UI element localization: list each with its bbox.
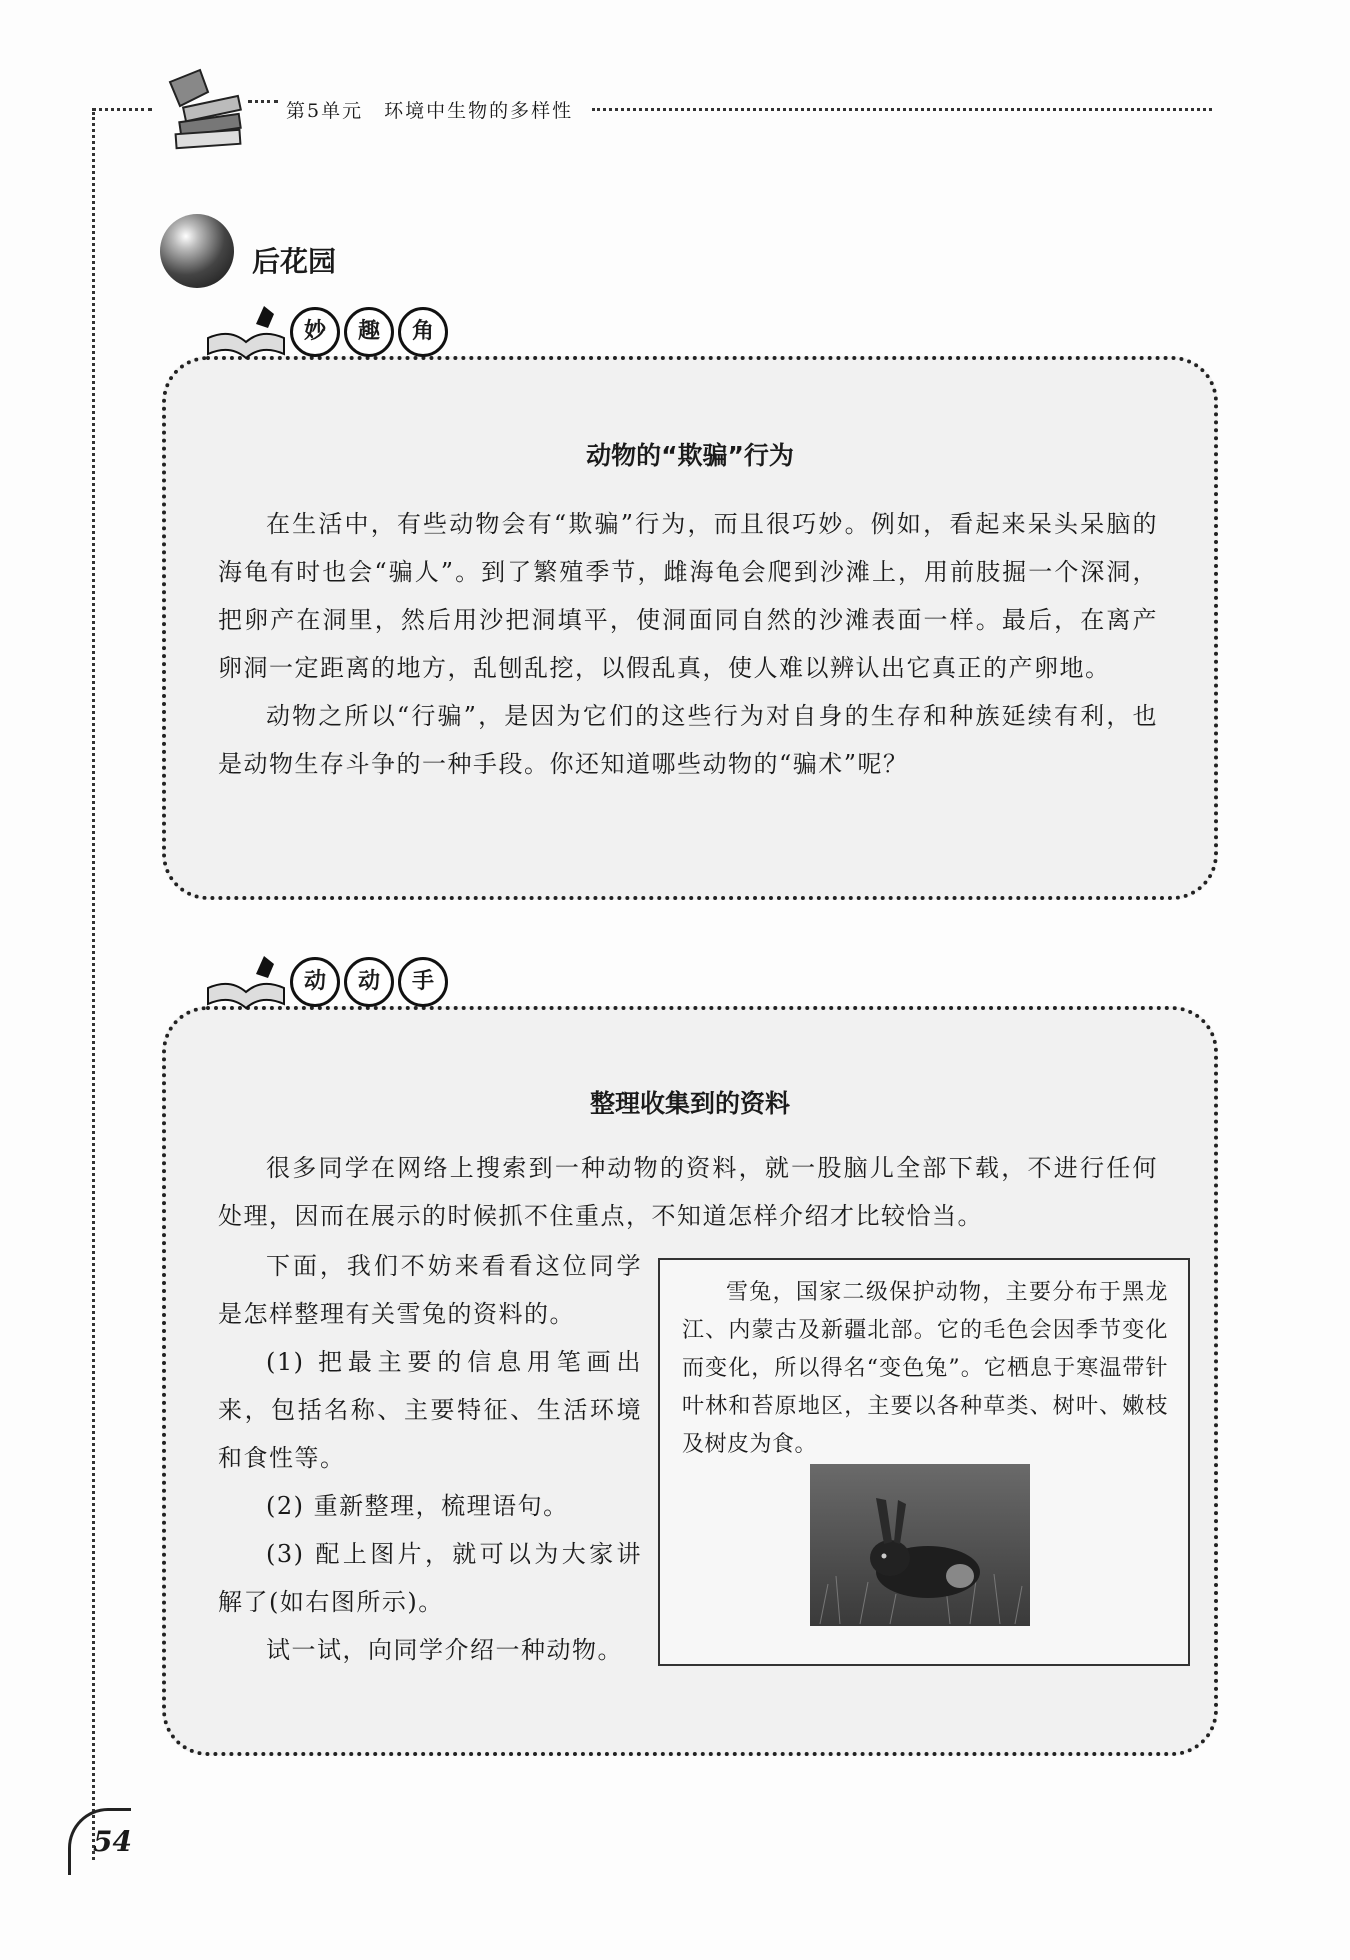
snow-hare-description: 雪兔，国家二级保护动物，主要分布于黑龙江、内蒙古及新疆北部。它的毛色会因季节变化而变化，所以得名“变色兔”。它栖息于寒温带针叶林和苔原地区，主要以各种草类、树叶、嫩枝及树皮为食。: [682, 1280, 1168, 1457]
box1-body: [218, 500, 1158, 788]
label-char: 趣: [344, 307, 394, 357]
open-book-icon: [202, 302, 290, 362]
box2-intro: 很多同学在网络上搜索到一种动物的资料，就一股脑儿全部下载，不进行任何处理，因而在展示的时候抓不住重点，不知道怎样介绍才比较恰当。: [218, 1154, 1158, 1230]
left-margin-rule: [92, 112, 95, 1860]
box1-paragraph: 动物之所以“行骗”，是因为它们的这些行为对自身的生存和种族延续有利，也是动物生存斗争的一种手段。你还知道哪些动物的“骗术”呢？: [218, 702, 1158, 778]
box2-intro-wrap: [218, 1144, 1158, 1240]
snow-hare-photo: [810, 1464, 1030, 1626]
hands-on-box: [162, 969, 1218, 1756]
box1-title: 动物的“欺骗”行为: [586, 441, 794, 470]
fun-corner-label: [202, 302, 448, 362]
page-number: 54: [93, 1825, 132, 1858]
header-rule-left: [92, 108, 152, 111]
label-char: 妙: [290, 307, 340, 357]
step-text: (1) 把最主要的信息用笔画出来，包括名称、主要特征、生活环境和食性等。: [218, 1348, 642, 1472]
section-title: 后花园: [252, 245, 337, 278]
section-ball-icon: [160, 214, 234, 288]
hands-on-label: [202, 952, 448, 1012]
label-char: 手: [398, 957, 448, 1007]
header-rule-right: [592, 108, 1212, 111]
open-book-icon: [202, 952, 290, 1012]
header-dots: [248, 100, 278, 103]
step-text: 下面，我们不妨来看看这位同学是怎样整理有关雪兔的资料的。: [218, 1252, 642, 1328]
box2-title: 整理收集到的资料: [589, 1089, 790, 1118]
frame-text-wrap: [682, 1274, 1168, 1464]
fun-corner-box: [162, 319, 1218, 900]
box1-paragraph: 在生活中，有些动物会有“欺骗”行为，而且很巧妙。例如，看起来呆头呆脑的海龟有时也会“骗人”。到了繁殖季节，雌海龟会爬到沙滩上，用前肢掘一个深洞，把卵产在洞里，然后用沙把洞填平，使洞面同自然的沙滩表面一样。最后，在离产卵洞一定距离的地方，乱刨乱挖，以假乱真，使人难以辨认出它真正的产卵地。: [218, 510, 1158, 682]
box2-steps: [218, 1242, 642, 1674]
page-number-badge: [68, 1808, 131, 1875]
books-logo-icon: [150, 62, 250, 154]
step-text: 试一试，向同学介绍一种动物。: [266, 1636, 623, 1664]
label-char: 角: [398, 307, 448, 357]
snow-hare-info-frame: [658, 1258, 1190, 1666]
step-text: (3) 配上图片，就可以为大家讲解了(如右图所示)。: [218, 1540, 642, 1616]
unit-header: 第5单元 环境中生物的多样性: [286, 100, 574, 122]
label-char: 动: [344, 957, 394, 1007]
step-text: (2) 重新整理，梳理语句。: [266, 1492, 569, 1520]
label-char: 动: [290, 957, 340, 1007]
